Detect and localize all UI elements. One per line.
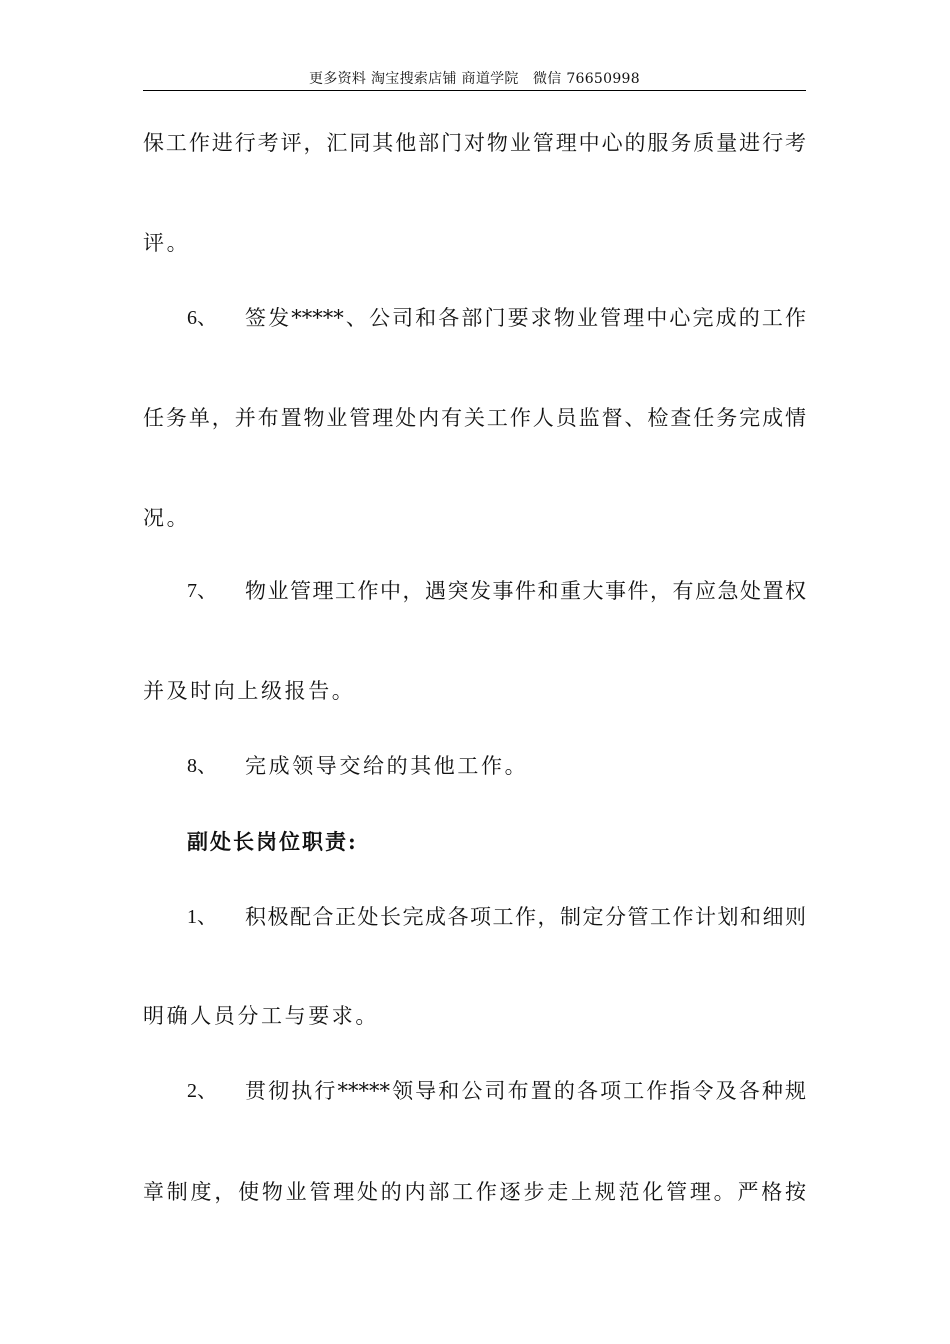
section-heading: 副处长岗位职责: <box>187 829 358 854</box>
item-number-8: 8、 <box>187 755 217 777</box>
item-8-line-1: 完成领导交给的其他工作。 <box>245 754 529 778</box>
paragraph-line: 保工作进行考评，汇同其他部门对物业管理中心的服务质量进行考 <box>143 131 806 155</box>
item-6-line-2: 任务单，并布置物业管理处内有关工作人员监督、检查任务完成情 <box>143 406 806 430</box>
paragraph-line: 评。 <box>143 231 191 255</box>
header-text: 更多资料 淘宝搜索店铺 商道学院 微信 76650998 <box>309 71 640 87</box>
duty-2-line-2: 章制度，使物业管理处的内部工作逐步走上规范化管理。严格按 <box>143 1180 806 1204</box>
item-number-7: 7、 <box>187 580 217 602</box>
page-header <box>143 66 806 91</box>
duty-1-line-1: 积极配合正处长完成各项工作，制定分管工作计划和细则 <box>245 905 806 929</box>
item-7-line-2: 并及时向上级报告。 <box>143 679 356 703</box>
item-6-line-3: 况。 <box>143 506 191 530</box>
duty-number-1: 1、 <box>187 906 217 928</box>
duty-number-2: 2、 <box>187 1080 217 1102</box>
item-number-6: 6、 <box>187 307 217 329</box>
duty-1-line-2: 明确人员分工与要求。 <box>143 1004 379 1028</box>
item-6-line-1: 签发*****、公司和各部门要求物业管理中心完成的工作 <box>245 306 806 330</box>
duty-2-line-1: 贯彻执行*****领导和公司布置的各项工作指令及各种规 <box>245 1079 806 1103</box>
item-7-line-1: 物业管理工作中，遇突发事件和重大事件，有应急处置权 <box>245 579 806 603</box>
